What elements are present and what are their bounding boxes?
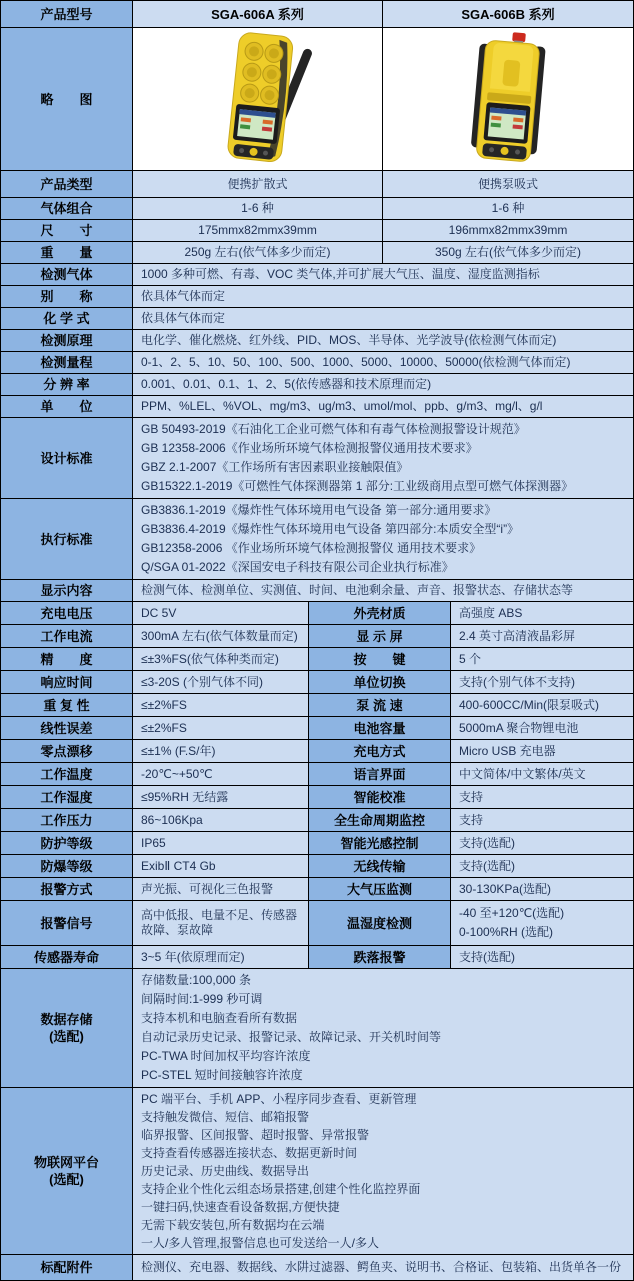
row-label: 智能校准 [309,786,451,808]
table-row [1,264,633,286]
row-value: PPM、%LEL、%VOL、mg/m3、ug/m3、umol/mol、ppb、g/m3、mg/l、g/l [133,396,633,417]
table-row [1,832,633,855]
standard-line: GB12358-2006 《作业场所环境气体检测报警仪 通用技术要求》 [141,541,482,555]
table-row [1,330,633,352]
row-label-line1: 物联网平台 [33,1155,99,1170]
table-row [1,352,633,374]
value-b: 196mmx82mmx39mm [383,220,633,241]
row-label-line2: (选配) [49,1029,84,1044]
row-value: 30-130KPa(选配) [451,878,633,900]
device-a-image-cell [133,28,383,170]
row-label: 按 键 [309,648,451,670]
row-label: 线性误差 [1,717,133,739]
standard-line: GB 50493-2019《石油化工企业可燃气体和有毒气体检测报警设计规范》 [141,422,526,436]
row-label: 工作湿度 [1,786,133,808]
row-label: 跌落报警 [309,946,451,968]
row-label: 显示内容 [1,580,133,601]
row-label: 设计标准 [1,418,133,498]
table-row [1,786,633,809]
device-b-image-cell [383,28,633,170]
temp-range-value: -40 至+120℃(选配) [459,906,565,920]
row-label: 大气压监测 [309,878,451,900]
alarm-signal-row [1,901,633,946]
feature-line: 存储数量:100,000 条 [141,973,252,987]
row-value: 3~5 年(依原理而定) [133,946,309,968]
row-label: 标配附件 [1,1255,133,1280]
table-row [1,625,633,648]
row-value: 检测仪、充电器、数据线、水阱过滤器、鳄鱼夹、说明书、合格证、包装箱、出货单各一份 [133,1255,633,1280]
row-value: 支持(选配) [451,946,633,968]
row-value: ≤±3%FS(依气体种类而定) [133,648,309,670]
table-row [1,374,633,396]
row-value: 5 个 [451,648,633,670]
header-label: 产品型号 [1,1,133,27]
row-value: 检测气体、检测单位、实测值、时间、电池剩余量、声音、报警状态、存储状态等 [133,580,633,601]
row-label: 化 学 式 [1,308,133,329]
row-label: 温湿度检测 [309,901,451,945]
row-value: 电化学、催化燃烧、红外线、PID、MOS、半导体、光学波导(依检测气体而定) [133,330,633,351]
row-value: 支持(个别气体不支持) [451,671,633,693]
row-value: ≤±2%FS [133,717,309,739]
exec-standards-list [133,499,633,579]
standard-line: GB 12358-2006《作业场所环境气体检测报警仪通用技术要求》 [141,441,478,455]
row-label: 单位切换 [309,671,451,693]
display-content-row [1,580,633,602]
feature-line: 支持企业个性化云组态场景搭建,创建个性化监控界面 [141,1182,421,1196]
data-storage-list [133,969,633,1087]
sketch-label: 略 图 [1,28,133,170]
row-label: 重 量 [1,242,133,263]
feature-line: PC-STEL 短时间接触容许浓度 [141,1068,303,1082]
feature-line: 自动记录历史记录、报警记录、故障记录、开关机时间等 [141,1030,442,1044]
value-a: 1-6 种 [133,198,383,219]
feature-line: PC-TWA 时间加权平均容许浓度 [141,1049,311,1063]
row-label [1,1088,133,1254]
feature-line: PC 端平台、手机 APP、小程序同步查看、更新管理 [141,1092,417,1106]
table-row [1,763,633,786]
feature-line: 支持触发微信、短信、邮箱报警 [141,1110,310,1124]
standard-line: GB3836.4-2019《爆炸性气体环境用电气设备 第四部分:本质安全型“i”》 [141,522,520,536]
row-value: ≤±2%FS [133,694,309,716]
row-label: 充电方式 [309,740,451,762]
row-label: 语言界面 [309,763,451,785]
table-row [1,878,633,901]
row-value: 支持(选配) [451,855,633,877]
table-row [1,396,633,418]
device-b-illustration [423,30,593,168]
row-label: 泵 流 速 [309,694,451,716]
sketch-row [1,28,633,171]
row-value: ≤±1% (F.S/年) [133,740,309,762]
value-a: 便携扩散式 [133,171,383,197]
row-label: 检测气体 [1,264,133,285]
row-value: -20℃~+50℃ [133,763,309,785]
table-row [1,694,633,717]
row-label: 智能光感控制 [309,832,451,854]
standard-line: GB3836.1-2019《爆炸性气体环境用电气设备 第一部分:通用要求》 [141,503,497,517]
value-b: 1-6 种 [383,198,633,219]
iot-platform-row [1,1088,633,1255]
data-storage-row [1,969,633,1088]
row-value: 依具体气体而定 [133,286,633,307]
row-label: 尺 寸 [1,220,133,241]
row-label: 别 称 [1,286,133,307]
row-value: IP65 [133,832,309,854]
table-row [1,286,633,308]
row-label: 传感器寿命 [1,946,133,968]
row-value [451,901,633,945]
row-label: 电池容量 [309,717,451,739]
table-row [1,740,633,763]
row-value: DC 5V [133,602,309,624]
row-value: ≤3-20S (个别气体不同) [133,671,309,693]
row-value: 400-600CC/Min(限泵吸式) [451,694,633,716]
row-value: 5000mA 聚合物锂电池 [451,717,633,739]
standard-line: Q/SGA 01-2022《深国安电子科技有限公司企业执行标准》 [141,560,454,574]
row-label: 工作温度 [1,763,133,785]
value-b: 350g 左右(依气体多少而定) [383,242,633,263]
row-label: 产品类型 [1,171,133,197]
row-value: Micro USB 充电器 [451,740,633,762]
row-value: 1000 多种可燃、有毒、VOC 类气体,并可扩展大气压、温度、湿度监测指标 [133,264,633,285]
row-label: 执行标准 [1,499,133,579]
iot-platform-list [133,1088,633,1254]
row-label: 工作电流 [1,625,133,647]
table-row [1,220,633,242]
row-value: ≤95%RH 无结露 [133,786,309,808]
design-standards-row [1,418,633,499]
humidity-range-value: 0-100%RH (选配) [459,925,554,939]
feature-line: 间隔时间:1-999 秒可调 [141,992,263,1006]
row-label: 工作压力 [1,809,133,831]
row-value: 0.001、0.01、0.1、1、2、5(依传感器和技术原理而定) [133,374,633,395]
row-value: 支持 [451,809,633,831]
row-label: 精 度 [1,648,133,670]
standard-line: GBZ 2.1-2007《工作场所有害因素职业接触限值》 [141,460,409,474]
row-label: 检测原理 [1,330,133,351]
feature-line: 支持本机和电脑查看所有数据 [141,1011,298,1025]
row-label: 报警信号 [1,901,133,945]
row-label: 显 示 屏 [309,625,451,647]
table-row [1,198,633,220]
row-value: 300mA 左右(依气体数量而定) [133,625,309,647]
row-label: 检测量程 [1,352,133,373]
row-value: 2.4 英寸高清液晶彩屏 [451,625,633,647]
device-a-illustration [173,30,343,168]
feature-line: 一键扫码,快速查看设备数据,方便快捷 [141,1200,340,1214]
row-label-line2: (选配) [49,1172,84,1187]
feature-line: 一人/多人管理,报警信息也可发送给一人/多人 [141,1236,380,1250]
value-a: 250g 左右(依气体多少而定) [133,242,383,263]
row-label: 气体组合 [1,198,133,219]
row-value: ExibⅡ CT4 Gb [133,855,309,877]
feature-line: 支持查看传感器连接状态、数据更新时间 [141,1146,358,1160]
row-value: 高中低报、电量不足、传感器故障、泵故障 [133,901,309,945]
row-label: 零点漂移 [1,740,133,762]
design-standards-list [133,418,633,498]
series-a-title: SGA-606A 系列 [133,1,383,27]
value-a: 175mmx82mmx39mm [133,220,383,241]
value-b: 便携泵吸式 [383,171,633,197]
standard-line: GB15322.1-2019《可燃性气体探测器第 1 部分:工业级商用点型可燃气体探测器》 [141,479,574,493]
row-value: 支持(选配) [451,832,633,854]
table-row [1,717,633,740]
row-value: 0-1、2、5、10、50、100、500、1000、5000、10000、50000(依检测气体而定) [133,352,633,373]
row-label: 全生命周期监控 [309,809,451,831]
table-row [1,946,633,969]
row-value: 中文简体/中文繁体/英文 [451,763,633,785]
row-label: 防护等级 [1,832,133,854]
exec-standards-row [1,499,633,580]
series-b-title: SGA-606B 系列 [383,1,633,27]
row-label: 报警方式 [1,878,133,900]
feature-line: 历史记录、历史曲线、数据导出 [141,1164,310,1178]
row-label [1,969,133,1087]
header-row [1,1,633,28]
row-label: 防爆等级 [1,855,133,877]
row-value: 依具体气体而定 [133,308,633,329]
row-value: 86~106Kpa [133,809,309,831]
table-row [1,648,633,671]
table-row [1,671,633,694]
row-label: 单 位 [1,396,133,417]
row-label: 响应时间 [1,671,133,693]
row-label-line1: 数据存储 [40,1012,93,1027]
table-row [1,242,633,264]
row-label: 无线传输 [309,855,451,877]
table-row [1,855,633,878]
row-value: 支持 [451,786,633,808]
feature-line: 临界报警、区间报警、超时报警、异常报警 [141,1128,370,1142]
table-row [1,602,633,625]
row-label: 充电电压 [1,602,133,624]
feature-line: 无需下载安装包,所有数据均在云端 [141,1218,325,1232]
row-label: 分 辨 率 [1,374,133,395]
row-label: 外壳材质 [309,602,451,624]
row-label: 重 复 性 [1,694,133,716]
row-value: 声光振、可视化三色报警 [133,878,309,900]
table-row [1,171,633,198]
table-row [1,809,633,832]
accessories-row [1,1255,633,1280]
row-value: 高强度 ABS [451,602,633,624]
table-row [1,308,633,330]
